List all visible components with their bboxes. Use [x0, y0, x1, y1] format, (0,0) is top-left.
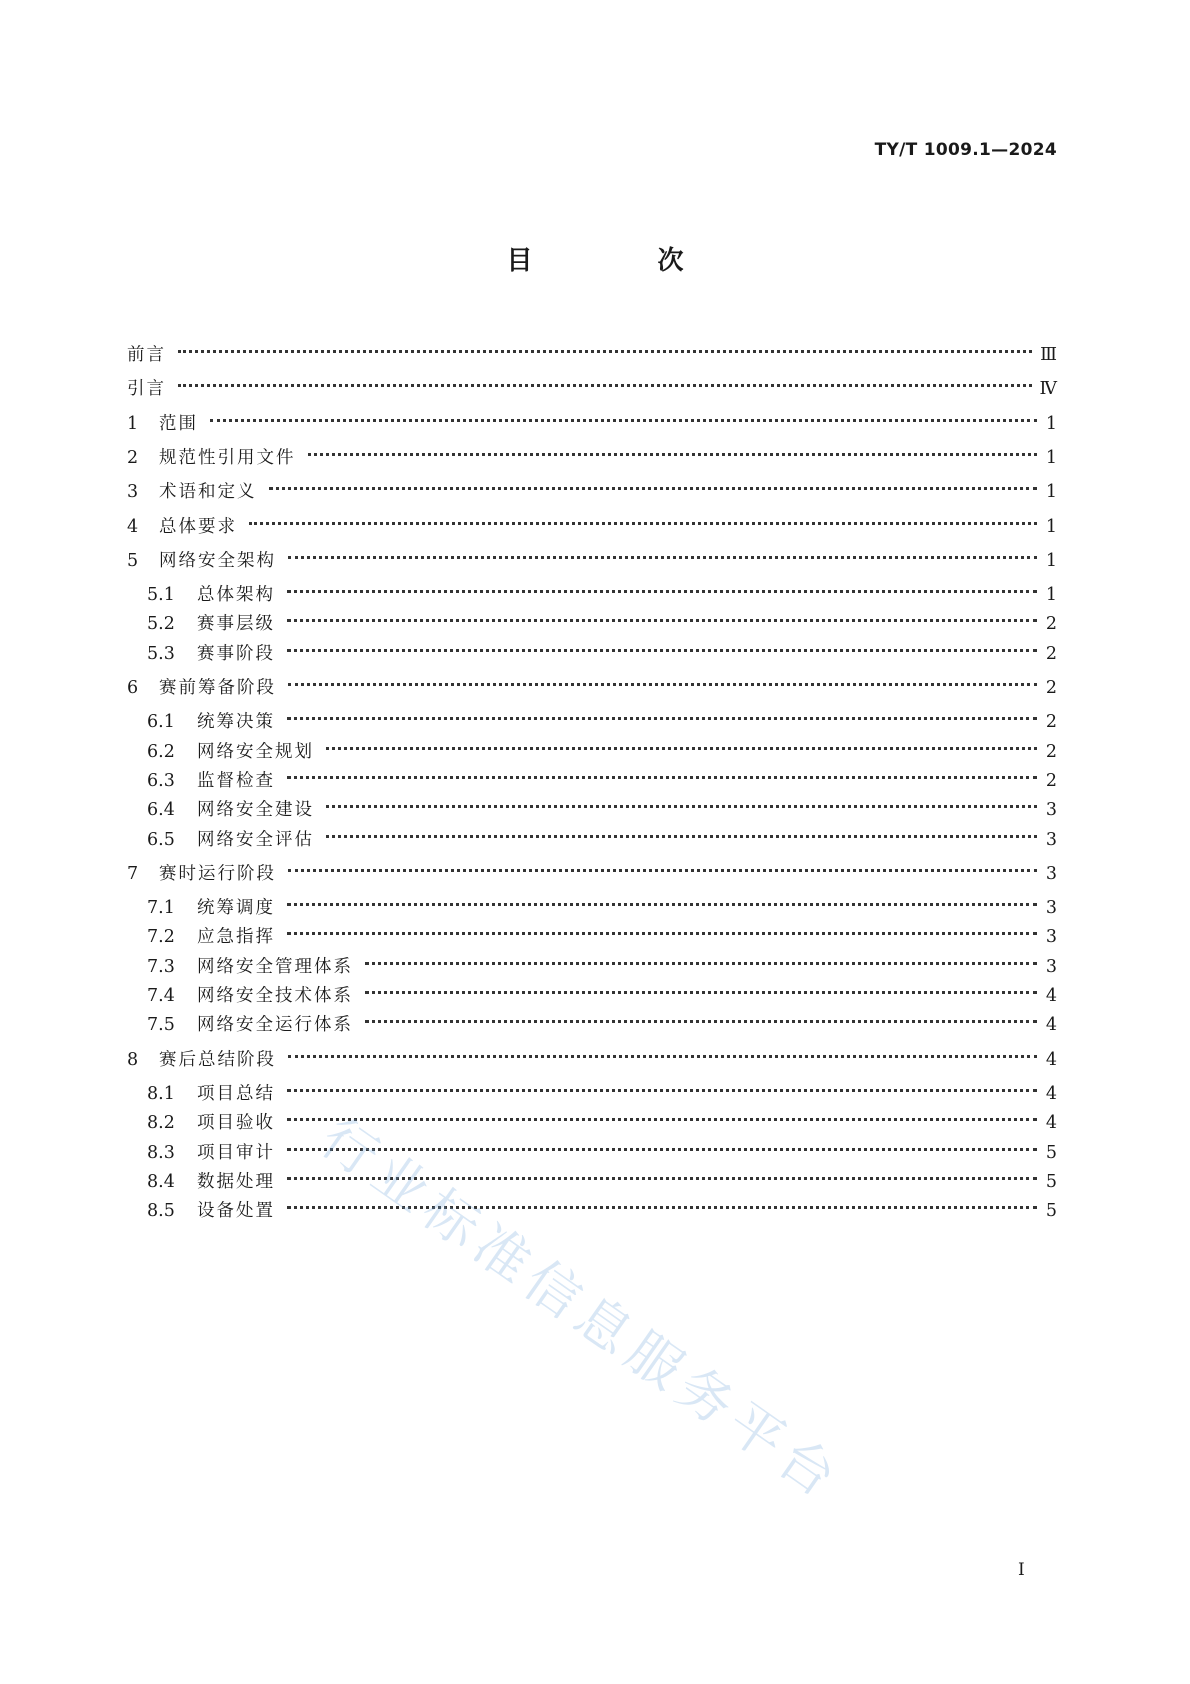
toc-entry-page: 2 [1045, 678, 1057, 698]
toc-entry-page: 2 [1045, 614, 1057, 635]
toc-entry-number: 6 [127, 678, 139, 698]
toc-entry[interactable] [147, 797, 1057, 823]
toc-entry-label: 网络安全架构 [159, 550, 276, 571]
toc-entry-page: 1 [1045, 550, 1057, 571]
toc-entry-page: 4 [1045, 1113, 1057, 1134]
toc-entry-label: 设备处置 [197, 1201, 275, 1222]
toc-entry-label: 规范性引用文件 [159, 447, 296, 468]
toc-entry[interactable] [147, 983, 1057, 1009]
toc-entry-page: 3 [1045, 800, 1057, 821]
toc-entry-label: 赛前筹备阶段 [159, 678, 276, 698]
toc-entry-page: 3 [1045, 829, 1057, 850]
watermark: 行业标准信息服务平台 [309, 1105, 854, 1514]
toc-entry[interactable] [127, 861, 1057, 887]
toc-entry-page: 2 [1045, 643, 1057, 664]
toc-entry[interactable] [147, 895, 1057, 921]
toc-entry-number: 3 [127, 482, 139, 503]
toc-entry-label: 总体要求 [159, 516, 237, 537]
dot-leader [288, 683, 1037, 686]
toc-entry-number: 7.2 [147, 927, 175, 948]
toc-entry-page: 4 [1045, 1015, 1057, 1036]
toc-entry-label: 项目验收 [197, 1113, 275, 1134]
toc-entry[interactable] [147, 1110, 1057, 1136]
toc-entry[interactable] [127, 342, 1057, 368]
toc-entry-number: 2 [127, 447, 139, 468]
toc-entry-page: 3 [1045, 863, 1057, 884]
toc-entry[interactable] [127, 514, 1057, 540]
toc-entry-page: 1 [1045, 482, 1057, 503]
dot-leader [288, 556, 1037, 559]
dot-leader [210, 419, 1037, 422]
toc-entry[interactable] [147, 827, 1057, 853]
toc-entry-page: 3 [1045, 898, 1057, 919]
toc-entry-label: 范围 [159, 413, 198, 434]
toc-entry-label: 网络安全评估 [197, 829, 314, 850]
toc-entry-number: 8.1 [147, 1083, 175, 1104]
dot-leader [326, 747, 1037, 750]
toc-entry-page: 3 [1045, 927, 1057, 948]
toc-entry-number: 8.2 [147, 1113, 175, 1134]
toc-entry-label: 监督检查 [197, 770, 275, 791]
page-number: I [1018, 1560, 1025, 1580]
toc-entry-page: 5 [1045, 1142, 1057, 1163]
toc-entry-label: 数据处理 [197, 1171, 275, 1192]
toc-entry-label: 前言 [127, 345, 166, 365]
dot-leader [287, 1148, 1037, 1151]
toc-entry-number: 6.5 [147, 829, 175, 850]
toc-entry[interactable] [147, 924, 1057, 950]
toc-entry[interactable] [127, 1047, 1057, 1073]
toc-entry-label: 项目审计 [197, 1142, 275, 1163]
toc-entry-page: 3 [1045, 956, 1057, 977]
dot-leader [287, 1206, 1037, 1209]
toc-entry[interactable] [147, 1081, 1057, 1107]
dot-leader [269, 487, 1038, 490]
toc-entry[interactable] [147, 739, 1057, 765]
dot-leader [287, 1177, 1037, 1180]
toc-entry[interactable] [147, 582, 1057, 608]
toc-entry-number: 8.3 [147, 1142, 175, 1163]
toc-entry-number: 4 [127, 516, 139, 537]
toc-entry-label: 统筹决策 [197, 712, 275, 733]
toc-entry-number: 7.5 [147, 1015, 175, 1036]
toc-entry[interactable] [147, 768, 1057, 794]
toc-entry[interactable] [147, 611, 1057, 637]
toc-entry-number: 7 [127, 863, 139, 884]
toc-entry-page: 5 [1045, 1171, 1057, 1192]
dot-leader [326, 805, 1037, 808]
toc-entry-page: Ⅳ [1039, 379, 1057, 400]
dot-leader [287, 776, 1037, 779]
toc-entry-number: 7.1 [147, 898, 175, 919]
toc-entry-label: 赛后总结阶段 [159, 1049, 276, 1070]
toc-entry[interactable] [127, 411, 1057, 437]
toc-entry-number: 8.5 [147, 1201, 175, 1222]
dot-leader [287, 903, 1037, 906]
dot-leader [288, 869, 1037, 872]
dot-leader [287, 717, 1037, 720]
toc-entry[interactable] [127, 675, 1057, 701]
toc-entry-label: 赛事层级 [197, 614, 275, 635]
toc-entry-page: 1 [1045, 516, 1057, 537]
toc-entry-number: 6.4 [147, 800, 175, 821]
toc-entry-label: 项目总结 [197, 1083, 275, 1104]
toc-entry[interactable] [127, 376, 1057, 402]
toc-entry-label: 引言 [127, 379, 166, 400]
toc-entry-page: Ⅲ [1040, 345, 1057, 365]
toc-entry-number: 6.3 [147, 770, 175, 791]
toc-entry[interactable] [147, 954, 1057, 980]
toc-entry-label: 网络安全运行体系 [197, 1015, 353, 1036]
toc-entry-page: 4 [1045, 986, 1057, 1006]
dot-leader [288, 1055, 1037, 1058]
toc-entry-label: 网络安全管理体系 [197, 956, 353, 977]
toc-entry-page: 2 [1045, 770, 1057, 791]
toc-entry-page: 4 [1045, 1049, 1057, 1070]
toc-entry-page: 5 [1045, 1201, 1057, 1222]
toc-entry-page: 1 [1045, 447, 1057, 468]
toc-entry[interactable] [127, 479, 1057, 505]
toc-entry-page: 4 [1045, 1083, 1057, 1104]
toc-entry-number: 6.1 [147, 712, 175, 733]
dot-leader [365, 991, 1037, 994]
toc-entry[interactable] [147, 641, 1057, 667]
toc-entry[interactable] [147, 1198, 1057, 1224]
toc-entry-page: 2 [1045, 741, 1057, 762]
toc-entry[interactable] [127, 445, 1057, 471]
toc-entry-page: 2 [1045, 712, 1057, 733]
toc-entry-number: 5.1 [147, 585, 175, 606]
dot-leader [326, 835, 1037, 838]
toc-entry-page: 1 [1045, 585, 1057, 606]
toc-entry-number: 8.4 [147, 1171, 175, 1192]
dot-leader [365, 1020, 1037, 1023]
toc-entry-label: 总体架构 [197, 585, 275, 606]
toc-entry-label: 统筹调度 [197, 898, 275, 919]
dot-leader [287, 590, 1037, 593]
dot-leader [178, 384, 1032, 387]
toc-entry[interactable] [127, 548, 1057, 574]
dot-leader [178, 350, 1032, 353]
page-title: 目 次 [506, 246, 742, 276]
toc-entry[interactable] [147, 709, 1057, 735]
toc-entry-number: 8 [127, 1049, 139, 1070]
toc-entry-number: 7.3 [147, 956, 175, 977]
dot-leader [365, 962, 1037, 965]
toc-entry-number: 6.2 [147, 741, 175, 762]
toc-entry-label: 赛时运行阶段 [159, 863, 276, 884]
dot-leader [287, 932, 1037, 935]
toc-entry-number: 1 [127, 413, 139, 434]
toc-entry-number: 5.2 [147, 614, 175, 635]
toc-entry-label: 网络安全规划 [197, 741, 314, 762]
dot-leader [249, 522, 1037, 525]
toc-entry-page: 1 [1045, 413, 1057, 434]
toc-entry[interactable] [147, 1140, 1057, 1166]
toc-entry-number: 7.4 [147, 986, 175, 1006]
dot-leader [308, 453, 1038, 456]
toc-entry-number: 5 [127, 550, 139, 571]
document-code: TY/T 1009.1—2024 [874, 140, 1057, 160]
toc-entry-label: 网络安全建设 [197, 800, 314, 821]
toc-entry-label: 应急指挥 [197, 927, 275, 948]
toc-entry-label: 赛事阶段 [197, 643, 275, 664]
toc-entry[interactable] [147, 1169, 1057, 1195]
dot-leader [287, 1089, 1037, 1092]
toc-entry-label: 术语和定义 [159, 482, 257, 503]
dot-leader [287, 619, 1037, 622]
toc-entry-label: 网络安全技术体系 [197, 986, 353, 1006]
toc-entry-number: 5.3 [147, 643, 175, 664]
dot-leader [287, 1118, 1037, 1121]
dot-leader [287, 649, 1037, 652]
toc-entry[interactable] [147, 1012, 1057, 1038]
